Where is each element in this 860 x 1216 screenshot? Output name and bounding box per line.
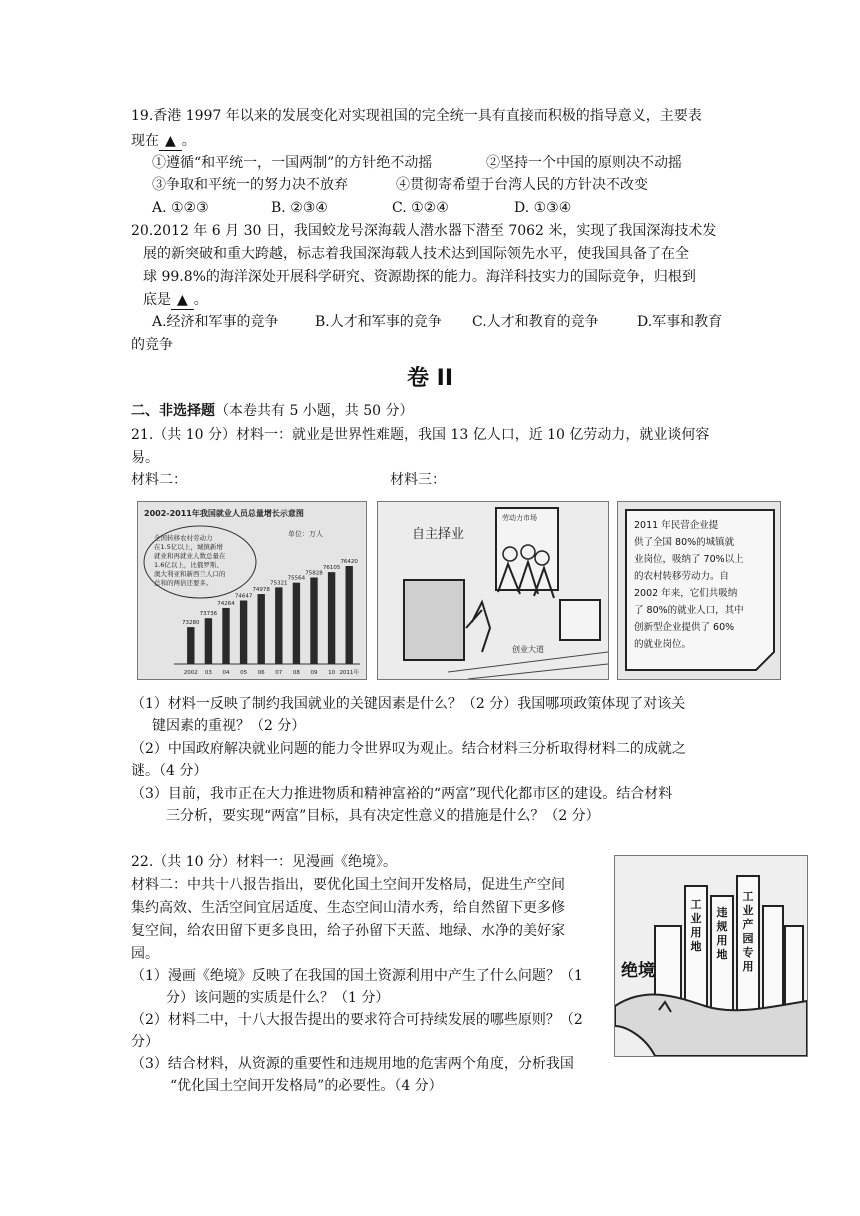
q21-sub3-line1: （3）目前，我市正在大力推进物质和精神富裕的“两富”现代化都市区的建设。结合材料 <box>131 786 673 802</box>
chart-bar <box>240 600 247 664</box>
q20-option-a: A.经济和军事的竞争 <box>152 314 279 330</box>
note-line: 的就业岗位。 <box>634 639 692 650</box>
q22-sub2-line2: 分） <box>131 1034 159 1050</box>
chart-tick-label: 09 <box>310 670 318 676</box>
q19-line2 <box>131 132 196 151</box>
chart-title: 2002-2011年我国就业人员总量增长示意图 <box>144 509 304 518</box>
q20-line4-pre: 底是 <box>143 292 171 308</box>
note-line: 创新型企业提供了 60% <box>634 622 735 633</box>
cartoon-sign-char: 违 <box>716 906 728 919</box>
q21-sub1-line2: 键因素的重视？（2 分） <box>152 718 306 734</box>
section-heading <box>131 402 414 420</box>
chart-bar <box>293 583 300 664</box>
q22-material2-line3: 复空间，给农田留下更多良田，给子孙留下天蓝、地绿、水净的美好家 <box>131 923 565 939</box>
note-line: 的农村转移劳动力。自 <box>634 571 730 582</box>
chart-unit: 单位：万人 <box>288 530 323 538</box>
cartoon-sign-char: 用 <box>690 926 702 939</box>
cartoon-door-icon <box>404 580 464 660</box>
chart-note <box>154 533 226 587</box>
chart-note-line: 澳大利亚和新西兰人口的 <box>154 570 226 578</box>
chart-data-label: 74264 <box>217 600 235 607</box>
chart-tick-label: 2002 <box>183 670 198 676</box>
chart-bar <box>205 618 212 664</box>
q22-line1: 22.（共 10 分）材料一：见漫画《绝境》。 <box>131 854 397 870</box>
q20-option-c: C.人才和教育的竞争 <box>472 314 599 330</box>
note-line: 了 80%的就业人口，其中 <box>634 605 744 616</box>
cartoon-sign-char: 业 <box>690 912 702 925</box>
q22-material2-line1: 材料二：中共十八报告指出，要优化国土空间开发格局，促进生产空间 <box>131 877 565 893</box>
chart-tick-label: 06 <box>257 670 265 676</box>
q21-sub1-line1: （1）材料一反映了制约我国就业的关键因素是什么？（2 分）我国哪项政策体现了对该关 <box>131 696 686 712</box>
chart-tick-label: 05 <box>240 670 248 676</box>
answer-blank: ▲ <box>171 291 194 310</box>
cartoon-sign-char: 专 <box>742 946 754 959</box>
cartoon-sign-char: 园 <box>742 932 754 945</box>
q22-material2-line2: 集约高效、生活空间宜居适度、生态空间山清水秀，给自然留下更多修 <box>131 900 565 916</box>
section-heading-rest: （本卷共有 5 小题，共 50 分） <box>215 403 414 419</box>
q19-line1: 19.香港 1997 年以来的发展变化对实现祖国的完全统一具有直接而积极的指导意义，主要表 <box>131 108 702 124</box>
chart-note-line: 1.6亿以上，比俄罗斯、 <box>154 561 223 569</box>
cartoon-label: 自主择业 <box>412 527 465 542</box>
chart-data-label: 74978 <box>252 587 270 594</box>
chart-data-label: 73280 <box>182 620 200 627</box>
note-line: 业岗位，吸纳了 70%以上 <box>634 554 744 565</box>
cartoon-sign-text: 劳动力市场 <box>502 514 537 522</box>
cartoon-figure-icon <box>466 602 490 652</box>
chart-bar <box>258 594 265 664</box>
cartoon-bottom-text: 创业大道 <box>512 645 544 654</box>
q20-line4-post: 。 <box>193 292 208 308</box>
job-cartoon <box>378 502 608 679</box>
q19-option-a: A. ①②③ <box>152 200 209 216</box>
chart-note-line: 全国转移农村劳动力 <box>154 534 213 542</box>
q21-sub2-line1: （2）中国政府解决就业问题的能力令世界叹为观止。结合材料三分析取得材料二的成就之 <box>131 741 686 757</box>
jue-jing-cartoon-image <box>614 855 808 1057</box>
chart-tick-label: 2011年 <box>339 670 359 676</box>
employment-bar-chart <box>138 502 366 679</box>
chart-bar <box>310 578 317 664</box>
chart-tick-label: 03 <box>204 670 212 676</box>
cartoon-sign-char: 工 <box>742 890 754 903</box>
chart-data-label: 75564 <box>287 575 306 582</box>
q19-line2-post: 。 <box>181 133 196 149</box>
q19-line2-pre: 现在 <box>131 133 159 149</box>
q22-sub3-line2: “优化国土空间开发格局”的必要性。（4 分） <box>170 1078 443 1094</box>
part-title: 卷 II <box>406 366 454 391</box>
chart-bar <box>328 572 335 664</box>
q21-sub3-line2: 三分析，要实现“两富”目标，具有决定性意义的措施是什么？（2 分） <box>166 808 600 824</box>
chart-tick-label: 08 <box>292 670 300 676</box>
chart-bar <box>187 627 194 664</box>
q19-item-2: ②坚持一个中国的原则决不动摇 <box>486 155 682 171</box>
chart-tick-label: 04 <box>222 670 230 676</box>
q20-line3: 球 99.8%的海洋深处开展科学研究、资源勘探的能力。海洋科技实力的国际竞争，归根到 <box>143 269 696 285</box>
job-cartoon-image <box>377 501 609 680</box>
cartoon-sign-char: 地 <box>690 940 702 953</box>
q20-line2: 展的新突破和重大跨越，标志着我国深海载人技术达到国际领先水平，使我国具备了在全 <box>143 246 689 262</box>
chart-data-label: 74647 <box>234 593 253 600</box>
cartoon-title: 绝境 <box>621 961 655 981</box>
q19-item-4: ④贯彻寄希望于台湾人民的方针决不改变 <box>396 177 648 193</box>
chart-bar <box>222 608 229 664</box>
chart-tick-label: 07 <box>275 670 283 676</box>
q21-sub2-line2: 谜。（4 分） <box>131 763 208 779</box>
q21-material3-label: 材料三： <box>390 472 446 488</box>
q22-sub1-line2: 分）该问题的实质是什么？（1 分） <box>166 990 390 1006</box>
q19-option-c: C. ①②④ <box>392 200 449 216</box>
answer-blank: ▲ <box>159 132 182 151</box>
cartoon-wall-icon <box>560 600 600 640</box>
q20-line1: 20.2012 年 6 月 30 日，我国蛟龙号深海载人潜水器下潜至 7062 米，实现了我国深海技术发 <box>131 223 717 239</box>
q19-item-3: ③争取和平统一的努力决不放弃 <box>152 177 348 193</box>
cartoon-sign-char: 工 <box>690 898 702 911</box>
note-line: 2011 年民营企业提 <box>634 520 719 531</box>
chart-data-label: 76420 <box>340 559 358 565</box>
private-enterprise-note-image <box>617 501 781 680</box>
q21-line1: 21.（共 10 分）材料一：就业是世界性难题，我国 13 亿人口，近 10 亿劳动力，就业谈何容 <box>131 427 710 443</box>
building-icon <box>763 906 783 1016</box>
chart-data-label: 75321 <box>270 580 288 587</box>
chart-note-line: 就业和再就业人数总量在 <box>154 552 226 560</box>
section-heading-bold: 二、非选择题 <box>131 403 215 419</box>
note-line: 供了全国 80%的城镇就 <box>634 537 735 548</box>
private-enterprise-note <box>618 502 780 679</box>
chart-tick-label: 10 <box>328 670 336 676</box>
employment-chart-image <box>137 501 367 680</box>
chart-note-line: 在1.5亿以上，城镇新增 <box>154 543 223 551</box>
cartoon-sign-char: 地 <box>716 948 728 961</box>
chart-bar <box>346 566 353 664</box>
jue-jing-cartoon <box>615 856 807 1056</box>
q22-material2-line4: 园。 <box>131 946 159 962</box>
cartoon-road-icon <box>448 652 608 679</box>
chart-data-label: 76105 <box>322 565 341 572</box>
q20-option-d: D.军事和教育 <box>637 314 723 330</box>
q19-option-d: D. ①③④ <box>514 200 572 216</box>
q21-material2-label: 材料二： <box>131 472 187 488</box>
chart-data-label: 75828 <box>305 570 323 577</box>
q22-sub1-line1: （1）漫画《绝境》反映了在我国的国土资源利用中产生了什么问题？（1 <box>131 968 583 984</box>
q20-option-b: B.人才和军事的竞争 <box>315 314 442 330</box>
cartoon-sign-char: 业 <box>742 904 754 917</box>
q21-line2: 易。 <box>131 450 159 466</box>
cartoon-sign-char: 规 <box>716 920 728 933</box>
q19-option-b: B. ②③④ <box>271 200 328 216</box>
note-line: 2002 年来，它们共吸纳 <box>634 588 738 599</box>
q20-option-d-continued: 的竞争 <box>131 337 173 353</box>
chart-note-line: 总和的两倍还要多。 <box>154 579 213 587</box>
chart-bar <box>275 587 282 664</box>
cartoon-sign-char: 用 <box>716 934 728 947</box>
q19-item-1: ①遵循“和平统一，一国两制”的方针绝不动摇 <box>152 155 433 171</box>
q22-sub2-line1: （2）材料二中，十八大报告提出的要求符合可持续发展的哪些原则？（2 <box>131 1012 583 1028</box>
q20-line4 <box>143 291 208 310</box>
cartoon-sign-char: 用 <box>742 960 754 973</box>
cartoon-sign-char: 产 <box>742 918 754 931</box>
chart-data-label: 73736 <box>199 611 218 618</box>
q22-sub3-line1: （3）结合材料，从资源的重要性和违规用地的危害两个角度，分析我国 <box>131 1056 574 1072</box>
